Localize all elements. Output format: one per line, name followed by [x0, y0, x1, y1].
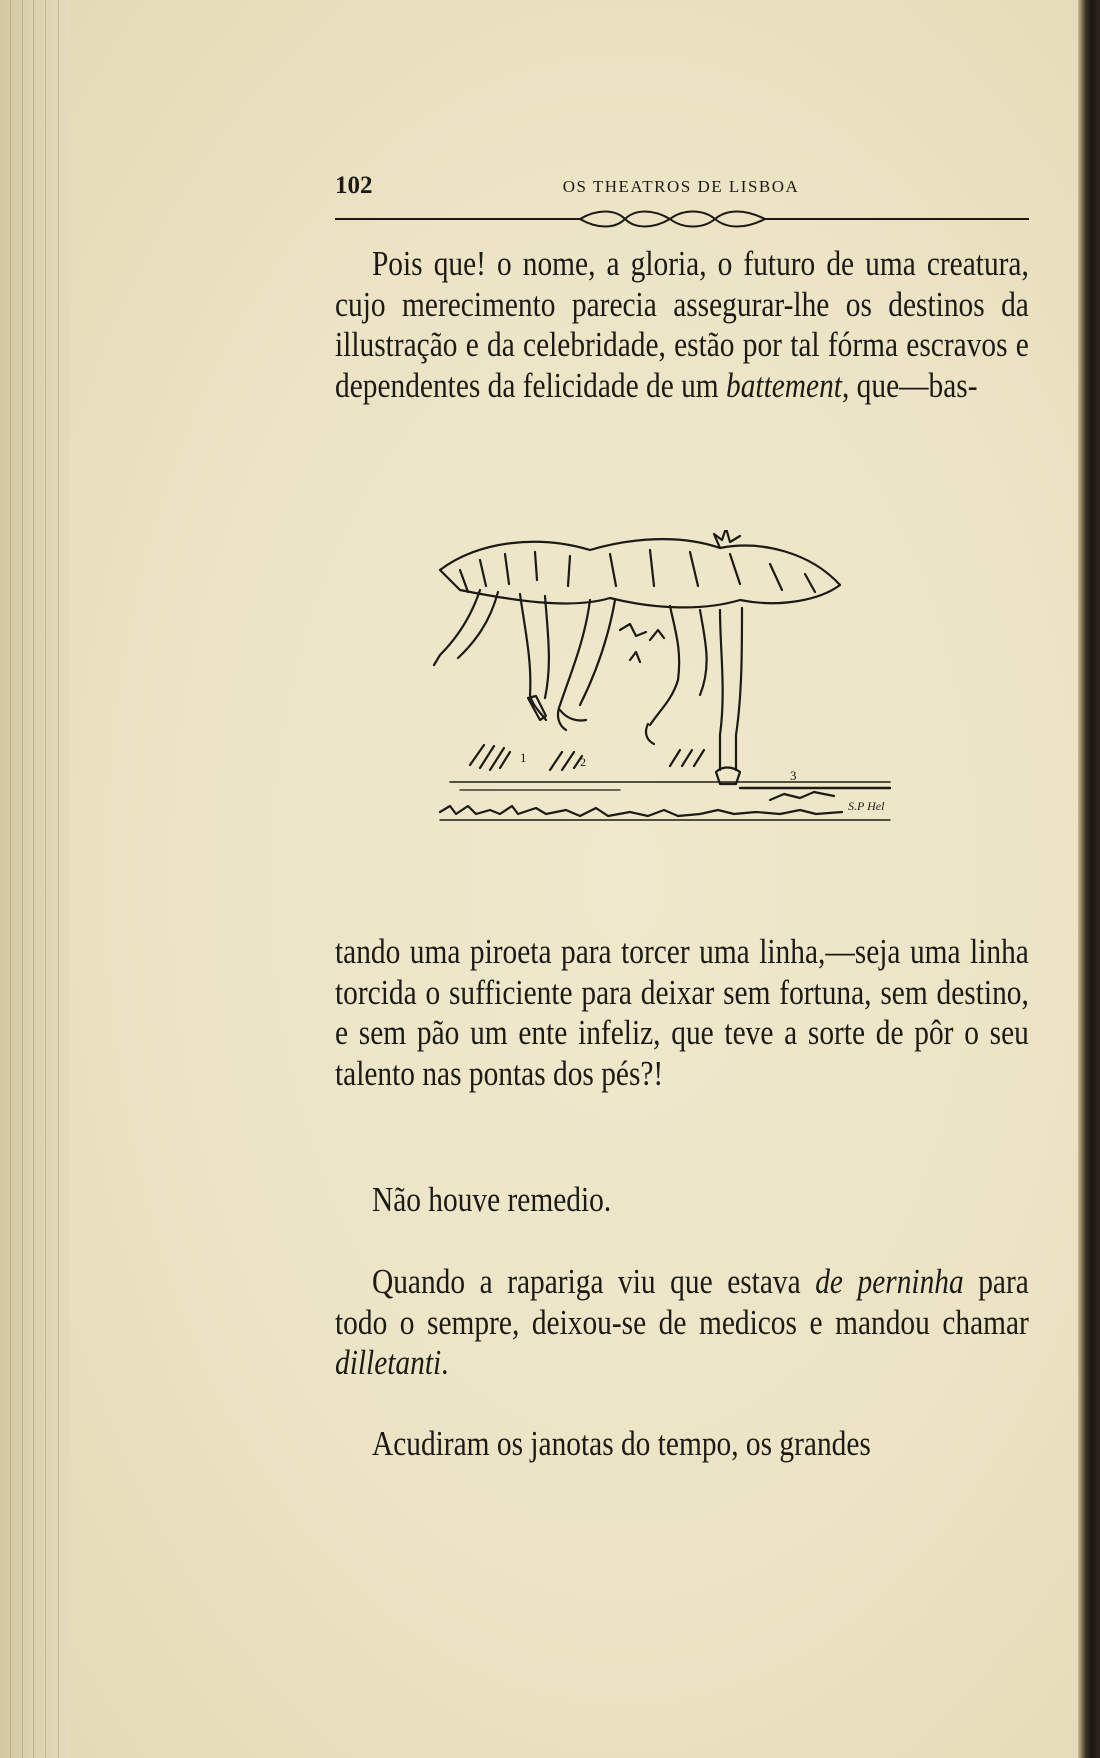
paragraph-4: [335, 1262, 1029, 1384]
illustration-mark-1: 1: [520, 750, 527, 765]
paragraph-1-text: Pois que! o nome, a gloria, o futuro de uma creatura, cujo merecimento parecia assegurar-lhe os destinos da illustração e da celebridade, estão por tal fórma escravos e dependentes da felicidade de um: [335, 244, 1029, 405]
running-title: OS THEATROS DE LISBOA: [562, 177, 800, 196]
illustration-mark-3: 3: [790, 768, 797, 783]
illustration-mark-2: 2: [580, 755, 586, 769]
page-header: [335, 172, 1027, 202]
paragraph-5-text: Acudiram os janotas do tempo, os grandes: [371, 1424, 871, 1463]
paragraph-4-italic: de perninha: [815, 1262, 964, 1301]
paragraph-3-text: Não houve remedio.: [371, 1180, 612, 1219]
dancers-illustration: [420, 530, 940, 840]
paragraph-4-middle: para todo o sempre, deixou-se de medicos e mandou chamar: [335, 1262, 1029, 1342]
illustration-signature: S.P Hel: [848, 799, 885, 813]
paragraph-1-end: , que—bas-: [841, 365, 978, 405]
paragraph-5: [335, 1424, 1029, 1465]
paragraph-4-end: .: [441, 1343, 449, 1382]
paragraph-4-italic-2: dilletanti: [335, 1343, 442, 1382]
paragraph-2: [335, 932, 1029, 1094]
paragraph-2-text: tando uma piroeta para torcer uma linha,—seja uma linha torcida o sufficiente para deixar sem fortuna, sem destino, e sem pão um ente infeliz, que teve a sorte de pôr o seu talento nas pontas dos pés?!: [335, 932, 1029, 1093]
paragraph-3: [335, 1180, 1029, 1221]
page-number: 102: [335, 172, 373, 199]
paragraph-4-text: Quando a rapariga viu que estava: [371, 1262, 816, 1301]
paragraph-1: [335, 244, 1029, 406]
header-rule-ornament: [335, 208, 1029, 230]
paragraph-1-italic: battement: [726, 365, 842, 405]
book-spine-shadow: [1078, 0, 1100, 1758]
